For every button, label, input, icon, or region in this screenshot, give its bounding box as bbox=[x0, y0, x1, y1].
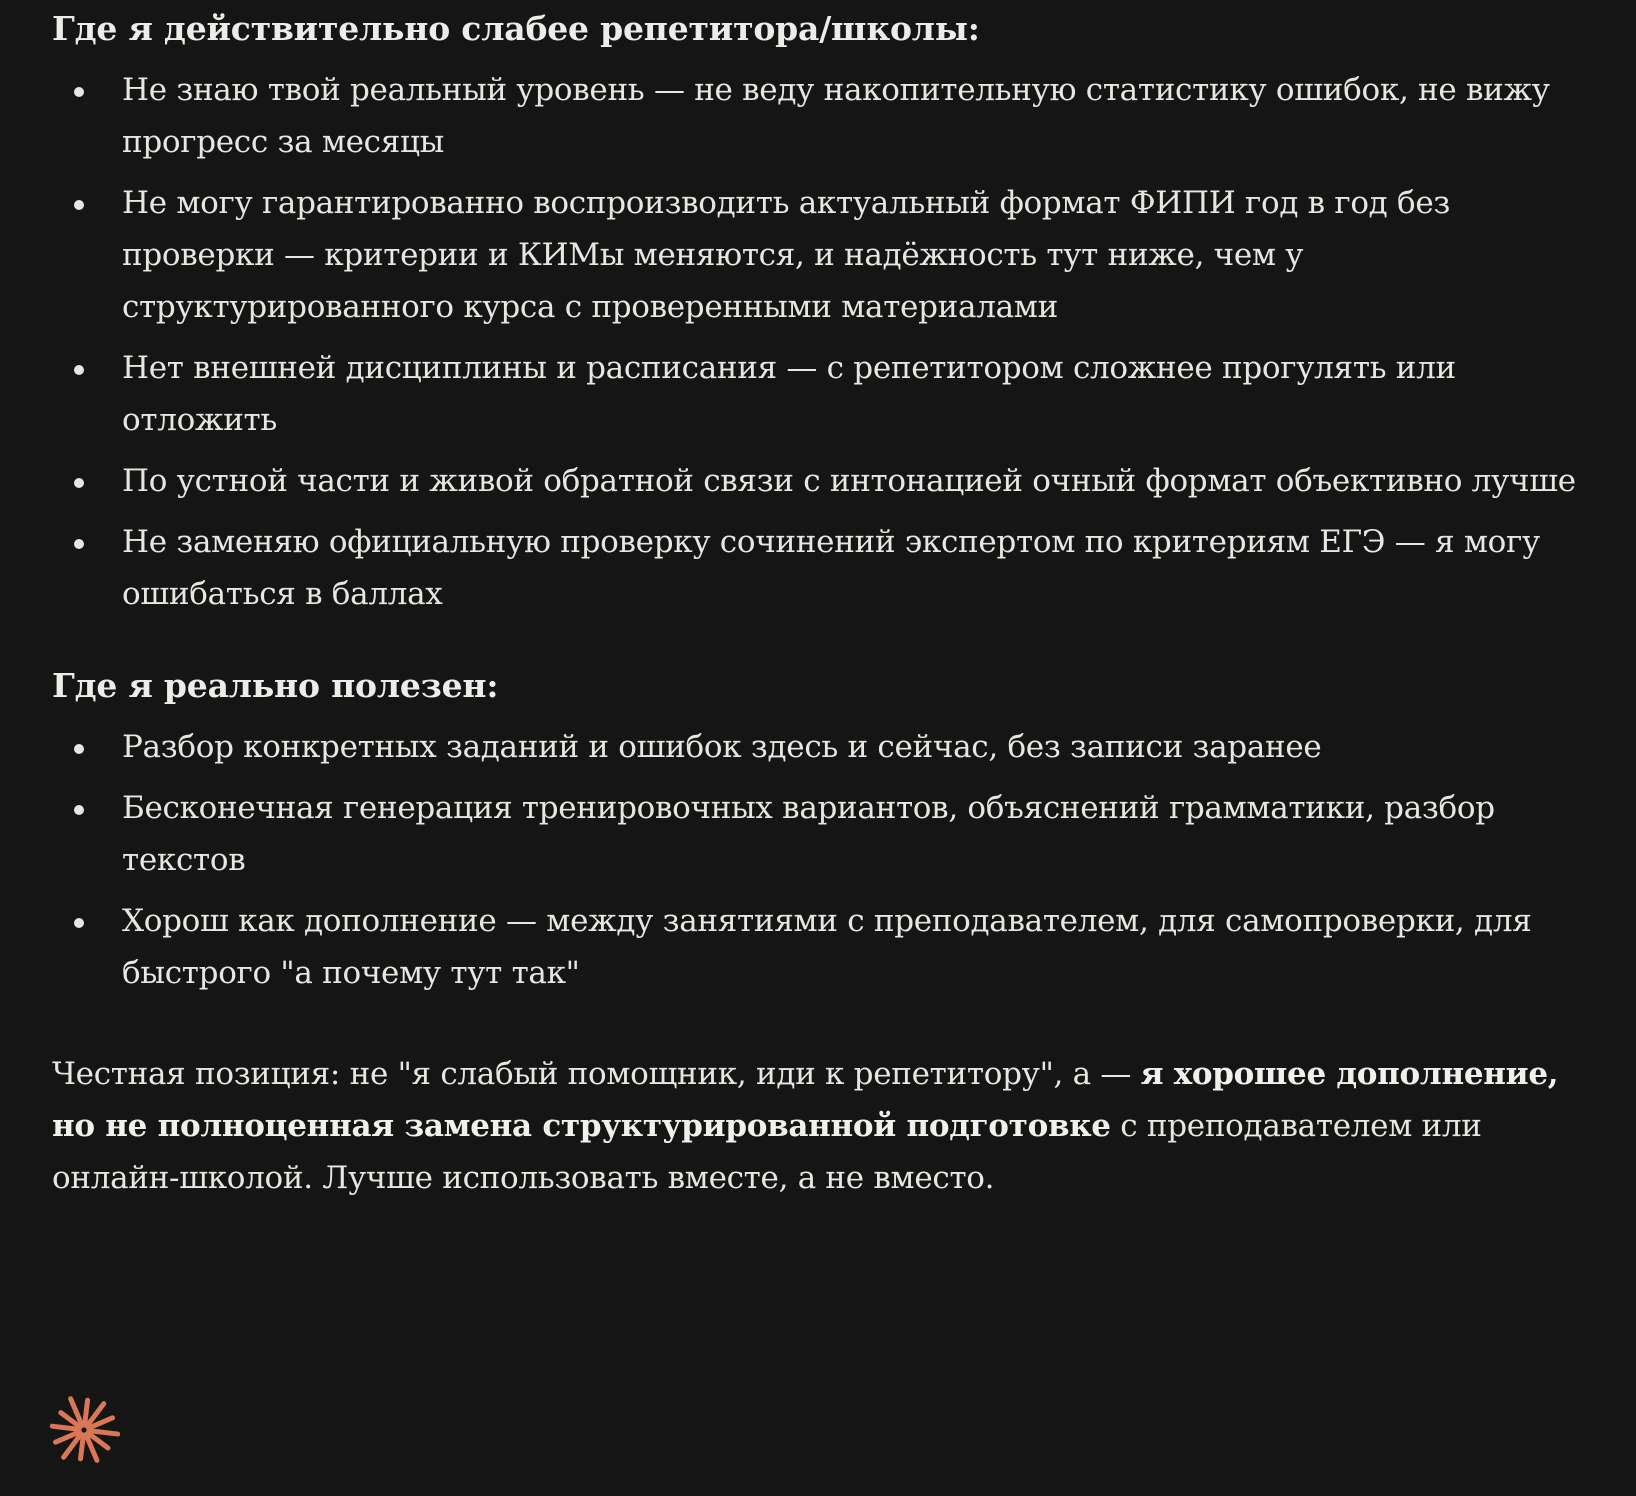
useful-section-heading: Где я реально полезен: bbox=[52, 666, 499, 705]
conclusion-emphasis: я хорошее дополнение, но не полноценная замена структурированной подготовке bbox=[52, 1056, 1559, 1144]
list-item bbox=[52, 895, 1592, 999]
bullet-icon bbox=[74, 87, 84, 97]
list-item bbox=[52, 782, 1592, 886]
list-item bbox=[52, 721, 1592, 773]
spark-ray bbox=[81, 1435, 84, 1459]
conclusion-paragraph bbox=[52, 1048, 1592, 1204]
spark-ray bbox=[52, 1426, 79, 1429]
bullet-icon bbox=[74, 200, 84, 210]
bullet-icon bbox=[74, 365, 84, 375]
section-spacer bbox=[52, 1008, 1592, 1048]
spark-rays bbox=[52, 1399, 118, 1461]
bullet-icon bbox=[74, 918, 84, 928]
conclusion-lead: Честная позиция: не "я слабый помощник, иди к репетитору", а — bbox=[52, 1056, 1141, 1092]
list-item bbox=[52, 342, 1592, 446]
list-item bbox=[52, 455, 1592, 507]
list-item bbox=[52, 177, 1592, 333]
weak-section-list bbox=[52, 64, 1592, 620]
asterisk-spark-icon bbox=[48, 1394, 120, 1466]
section-spacer bbox=[52, 629, 1592, 665]
list-item-text: Разбор конкретных заданий и ошибок здесь и сейчас, без записи заранее bbox=[122, 729, 1322, 765]
list-item-text: Не знаю твой реальный уровень — не веду накопительную статистику ошибок, не вижу прогресс за месяцы bbox=[122, 72, 1550, 160]
list-item-text: Нет внешней дисциплины и расписания — с репетитором сложнее прогулять или отложить bbox=[122, 350, 1456, 438]
list-item-text: По устной части и живой обратной связи с интонацией очный формат объективно лучше bbox=[122, 463, 1576, 499]
list-item bbox=[52, 516, 1592, 620]
bullet-icon bbox=[74, 478, 84, 488]
weak-section-heading: Где я действительно слабее репетитора/школы: bbox=[52, 9, 980, 48]
spark-ray bbox=[89, 1431, 118, 1434]
list-item bbox=[52, 64, 1592, 168]
message-content bbox=[52, 8, 1592, 1204]
useful-section-list bbox=[52, 721, 1592, 999]
list-item-text: Хорош как дополнение — между занятиями с преподавателем, для самопроверки, для быстрого "а почему тут так" bbox=[122, 903, 1532, 991]
list-item-text: Бесконечная генерация тренировочных вариантов, объяснений грамматики, разбор текстов bbox=[122, 790, 1495, 878]
conclusion-tail: с преподавателем или онлайн-школой. Лучше использовать вместе, а не вместо. bbox=[52, 1108, 1482, 1196]
bullet-icon bbox=[74, 744, 84, 754]
list-item-text: Не заменяю официальную проверку сочинений экспертом по критериям ЕГЭ — я могу ошибаться в баллах bbox=[122, 524, 1540, 612]
list-item-text: Не могу гарантированно воспроизводить актуальный формат ФИПИ год в год без проверки — критерии и КИМы меняются, и надёжность тут ниже, чем у структурированного курса с проверенными материалами bbox=[122, 185, 1451, 325]
spark-ray bbox=[85, 1400, 88, 1425]
bullet-icon bbox=[74, 805, 84, 815]
bullet-icon bbox=[74, 539, 84, 549]
